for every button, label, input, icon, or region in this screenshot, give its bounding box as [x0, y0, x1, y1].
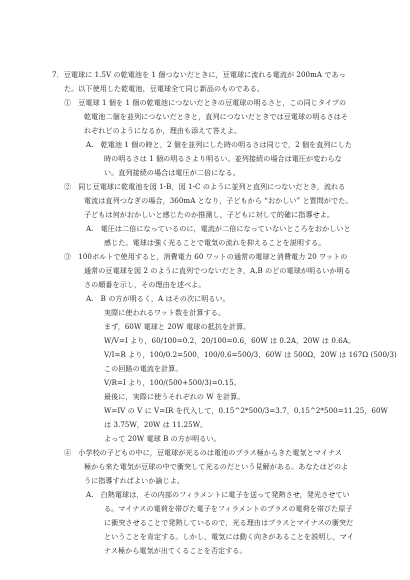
part-4-question-line-1: ④ 小学校の子どもの中に，豆電球が光るのは電池のプラス極からきた電気とマイナス — [64, 448, 342, 457]
part-3-answer-line-3: まず，60W 電球と 20W 電球の抵抗を計算。 — [104, 322, 251, 331]
part-3-answer-line-2: 実際に使われるワット数を計算する。 — [104, 308, 226, 317]
part-4-answer-line-4: ということを肯定する。しかし，電気には動く向きがあることを説明し，マイ — [104, 532, 354, 541]
question-7-line-2: た。以下使用した乾電池，豆電球全て同じ新品のものである。 — [64, 84, 265, 93]
part-3-answer-line-11: よって 20W 電球 B の方が明るい。 — [104, 434, 221, 443]
part-1-question-line-1: ① 豆電球 1 個を 1 個の乾電池につないだときの豆電球の明るさと，この同じタイプの — [64, 98, 347, 107]
part-2-answer-line-1: A. 電圧は二倍になっているのに，電流が二倍になっていないところをおかしいと — [86, 224, 351, 233]
part-2-question-line-1: ② 同じ豆電球に乾電池を図 1-B，図 1-C のように並列と直列につないだとき，流れる — [64, 182, 346, 191]
part-4-answer-line-2: る。マイナスの電荷を帯びた電子をフィラメントのプラスの電荷を帯びた原子 — [104, 504, 353, 513]
part-1-answer-line-3: い。直列接続の場合は電圧が二倍になる。 — [104, 168, 240, 177]
part-4-answer-line-1: A. 白熱電球は，その内部のフィラメントに電子を送って発熱させ，発光させてい — [86, 490, 350, 499]
part-2-answer-line-2: 感じた。電球は強く光ることで電気の流れを抑えることを説明する。 — [104, 238, 326, 247]
part-3-answer-line-9: W=IV の V に V=IR を代入して，0.15^2*500/3=3.7，0.15^2*500=11.25，60W — [104, 406, 388, 415]
part-3-answer-line-10: は 3.75W，20W は 11.25W。 — [104, 420, 208, 429]
part-3-answer-line-5: V/I=R より，100/0.2=500，100/0.6=500/3，60W は 500Ω，20W は 167Ω (500/3) — [104, 350, 397, 359]
part-2-question-line-3: 子どもは何がおかしいと感じたのか推測し，子どもに対して的確に指導せよ。 — [84, 210, 335, 219]
part-3-answer-line-7: V/R=I より，100/(500+500/3)=0.15。 — [104, 378, 241, 387]
part-3-answer-line-4: W/V=I より，60/100=0.2，20/100=0.6，60W は 0.2A，20W は 0.6A。 — [104, 336, 356, 345]
part-3-question-line-3: さの順番を示し，その理由を述べよ。 — [84, 280, 206, 289]
part-4-answer-line-5: ナス極から電気が出てくることを否定する。 — [104, 546, 247, 555]
question-7-line-1: 7．豆電球に 1.5V の乾電池を 1 個つないだときに，豆電球に流れる電流が 200mA であっ — [52, 70, 346, 79]
part-1-answer-line-1: A. 乾電池 1 個の時と，2 個を並列にした時の明るさは同じで，2 個を直列にした — [86, 140, 352, 149]
part-1-question-line-2: 乾電池二個を並列につないだときと，直列につないだときでは豆電球の明るさはそ — [84, 112, 349, 121]
part-4-answer-line-3: に衝突させることで発熱しているので，光る理由はプラスとマイナスの衝突だ — [104, 518, 354, 527]
part-3-answer-line-8: 最後に，実際に使うそれぞれの W を計算。 — [104, 392, 245, 401]
part-1-question-line-3: れぞれどのようになるか，理由も添えて答えよ。 — [84, 126, 242, 135]
part-3-answer-line-1: A. B の方が明るく，A はその次に明るい。 — [86, 294, 230, 303]
part-4-question-line-3: うに指導すればよいか論じよ。 — [84, 476, 185, 485]
part-4-question-line-2: 極から来た電気が豆球の中で衝突して光るのだという見解がある。あなたはどのよ — [84, 462, 349, 471]
part-2-question-line-2: 電流は直列つなぎの場合，360mA となり，子どもから “おかしい” と質問がでた。 — [84, 196, 353, 205]
part-3-question-line-2: 通常の豆電球を図 2 のように直列でつないだとき，A,B のどの電球が明るいか明る — [84, 266, 351, 275]
part-3-answer-line-6: この回路の電流を計算。 — [104, 364, 183, 373]
part-1-answer-line-2: 時の明るさは 1 個の明るさより明るい。並列接続の場合は電圧が変わらな — [104, 154, 342, 163]
part-3-question-line-1: ③ 100ボルトで使用すると，消費電力 60 ワットの通常の電球と消費電力 20 ワットの — [64, 252, 348, 261]
